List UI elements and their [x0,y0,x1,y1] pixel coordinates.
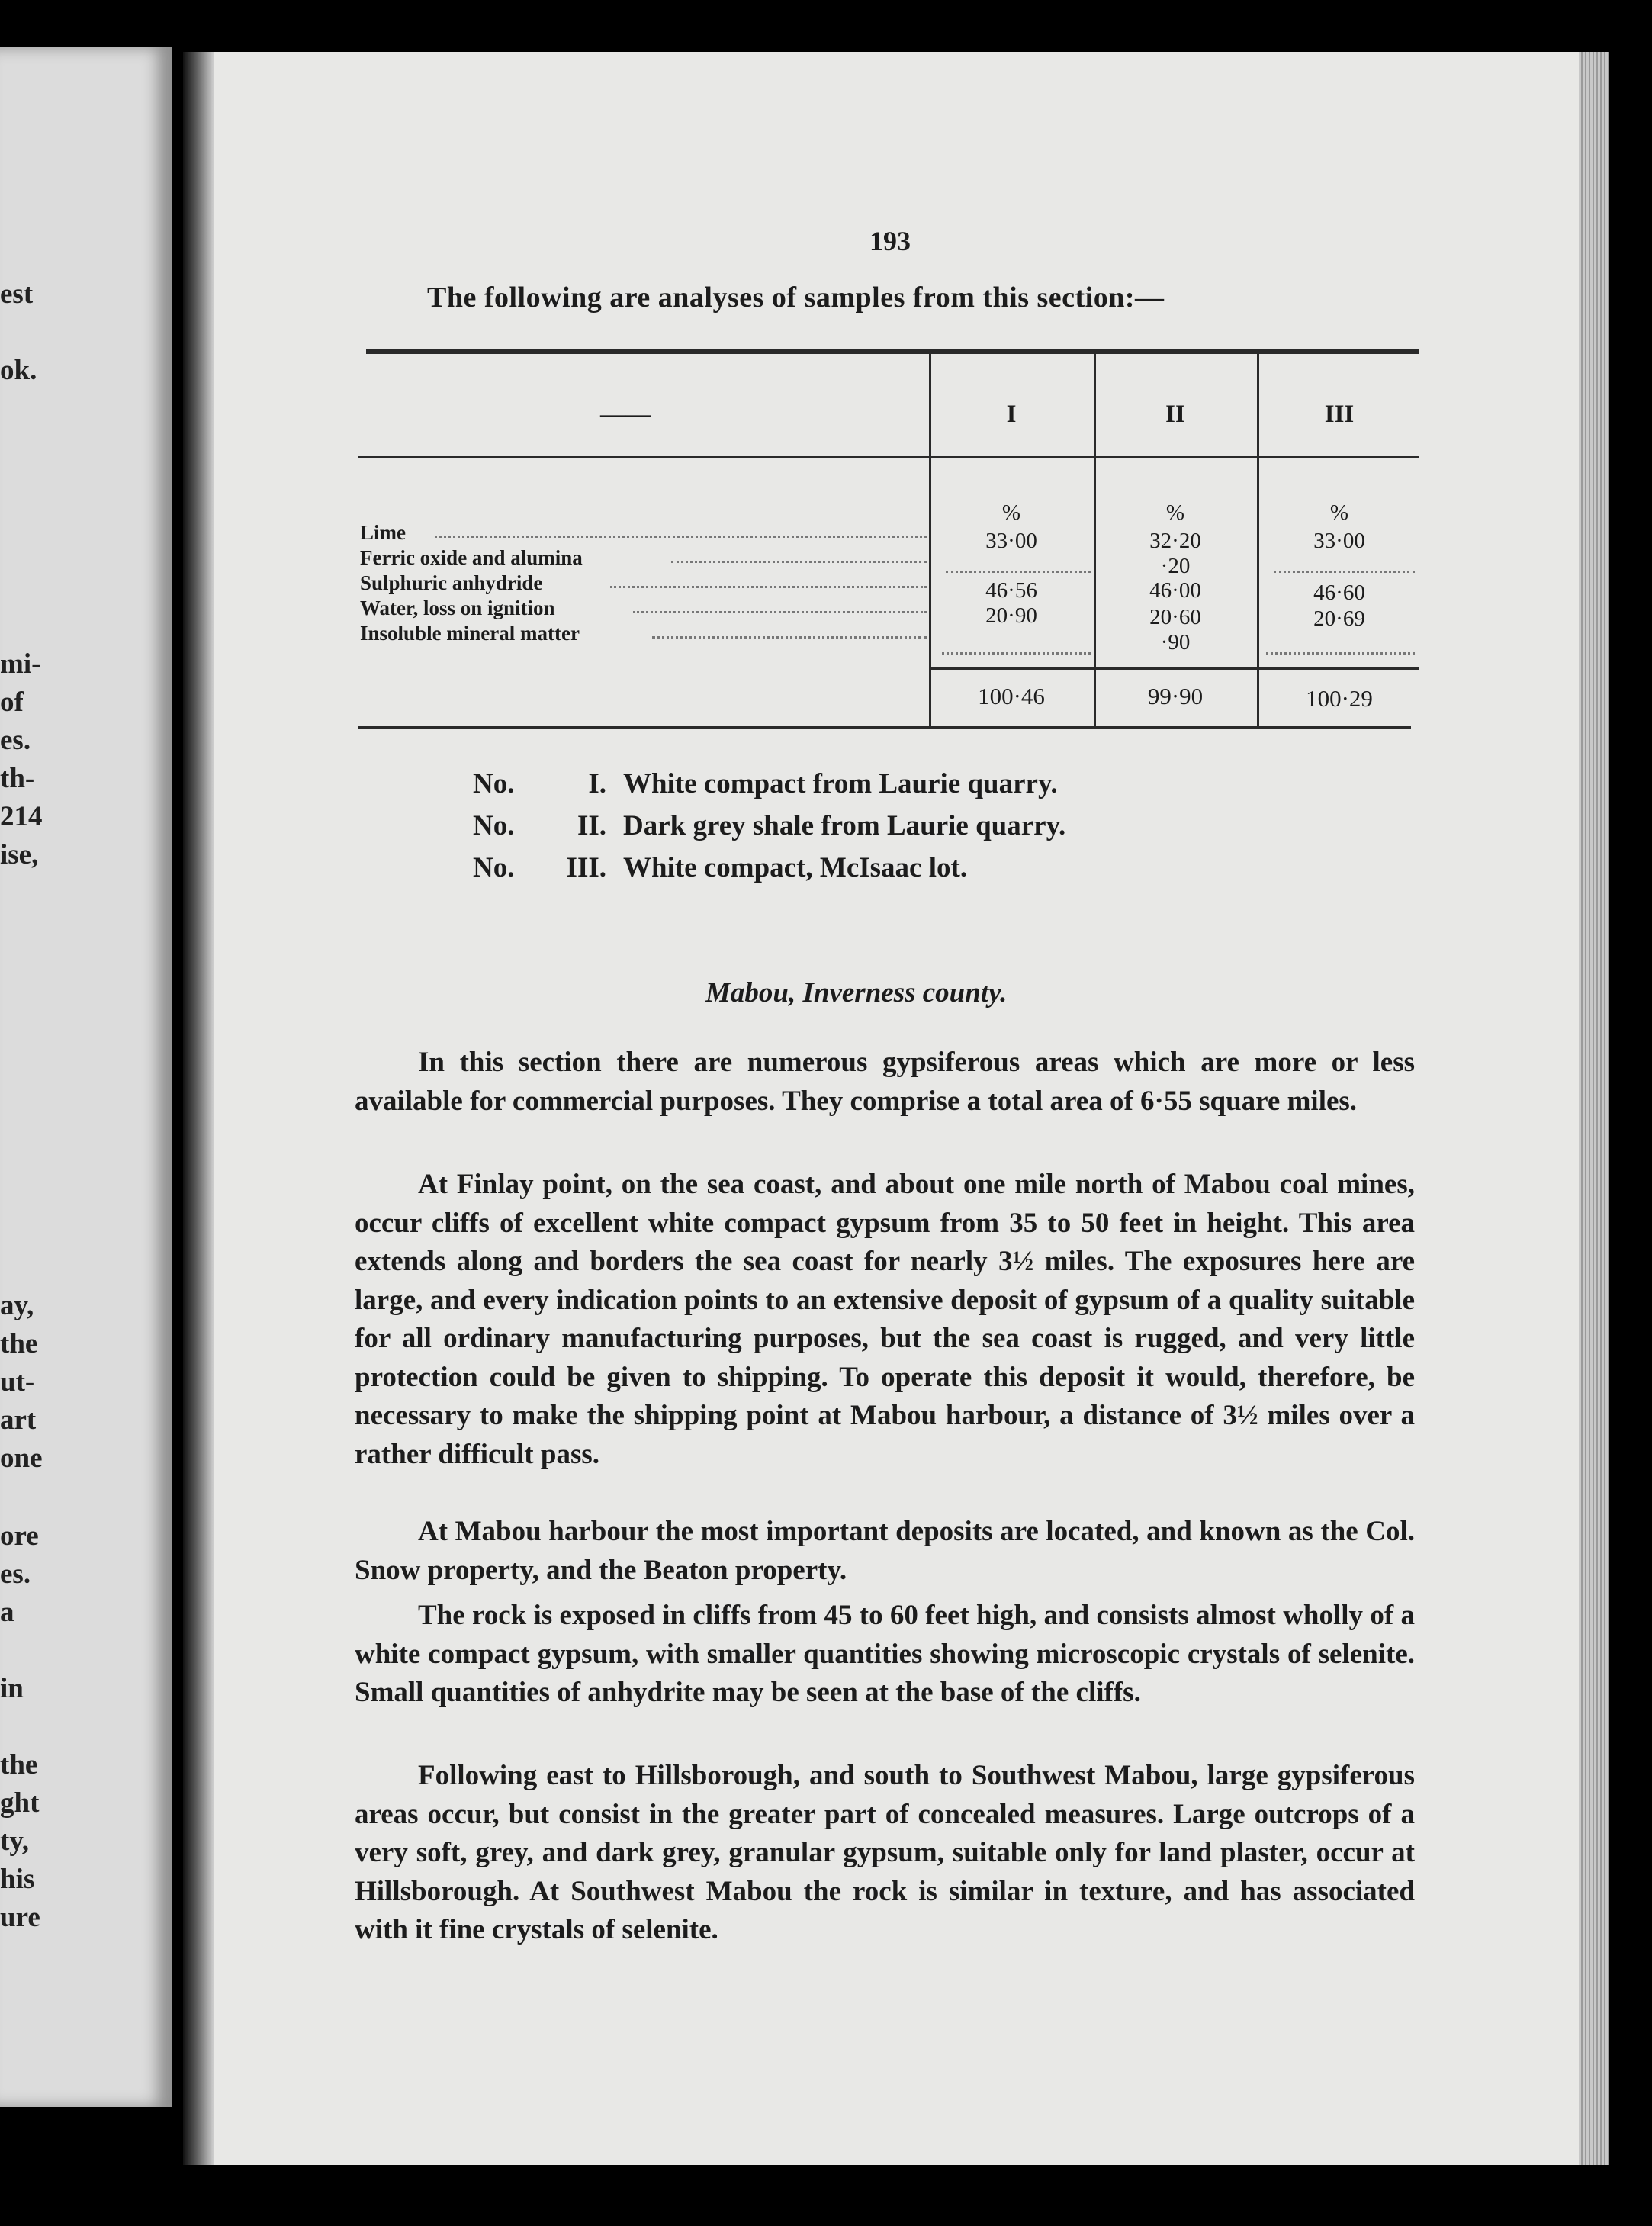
facing-page-fragment: ore [0,1520,39,1552]
table-cell: 20·90 [985,603,1037,628]
body-paragraph: The rock is exposed in cliffs from 45 to 60 feet high, and consists almost wholly of a white compact gypsum, with smaller quantities showing microscopic crystals of selenite. Small quantities of anhydrite may be seen at the base of the cliffs. [355,1600,1415,1708]
facing-page-fragment: 214 [0,801,43,832]
table-cell: ·20 [1160,554,1191,578]
table-cell: 33·00 [1313,529,1365,553]
column-header-3: III [1324,400,1355,428]
table-corner-dash: —— [600,400,651,428]
table-cell: 20·60 [1149,605,1201,629]
leader-dots [435,536,927,538]
note-prefix: No. [473,768,515,799]
page-edges [1579,52,1609,2165]
table-column-divider [1094,354,1096,729]
facing-page-fragment: the [0,1328,38,1359]
percent-sign: % [1329,500,1349,525]
empty-cell-dots [946,571,1091,573]
note-prefix: No. [473,852,515,883]
column-header-1: I [1006,400,1017,428]
facing-page-fragment: ty, [0,1826,30,1857]
column-total: 100·29 [1306,685,1373,712]
table-column-divider [1257,354,1259,729]
leader-dots [633,611,927,613]
leader-dots [671,561,927,563]
row-label: Lime [360,521,406,544]
facing-page-fragment: th- [0,763,35,794]
empty-cell-dots [1266,652,1415,655]
facing-page-fragment: ay, [0,1290,34,1321]
note-prefix: No. [473,810,515,841]
facing-page-fragment: es. [0,725,31,756]
note-number: III. [566,852,606,883]
facing-page-fragment: ght [0,1787,40,1819]
facing-page-fragment: his [0,1864,35,1895]
table-bottom-rule [358,726,1411,729]
table-cell: 46·56 [985,578,1037,603]
facing-page-fragment: ok. [0,355,37,386]
column-total: 100·46 [978,683,1045,709]
facing-page-fragment: one [0,1443,43,1474]
note-number: I. [588,768,606,799]
facing-page-fragment: es. [0,1559,31,1590]
facing-page-fragment: art [0,1404,37,1436]
body-paragraph: At Finlay point, on the sea coast, and about one mile north of Mabou coal mines, occur cliffs of excellent white compact gypsum from 35 to 50 feet in height. This area extends along and borders the sea coast for nearly 3½ miles. The exposures here are large, and every indication points to an extensive deposit of gypsum of a quality suitable for all ordinary manufacturing purposes, but the sea coast is rugged, and very little protection could be given to shipping. To operate this deposit it would, therefore, be necessary to make the shipping point at Mabou harbour, a distance of 3½ miles over a rather difficult pass. [355,1169,1415,1470]
book-spine-shadow [183,52,214,2165]
table-header-rule [358,456,1419,458]
facing-page-fragment: a [0,1597,14,1628]
body-paragraph: Following east to Hillsborough, and south to Southwest Mabou, large gypsiferous areas occur, but consist in the greater part of concealed measures. Large outcrops of a very soft, grey, and dark grey, granular gypsum, suitable only for land plaster, occur at Hillsborough. At Southwest Mabou the rock is similar in texture, and has associated with it fine crystals of selenite. [355,1760,1415,1945]
leader-dots [652,636,927,639]
note-text: White compact from Laurie quarry. [623,768,1058,799]
facing-page-fragment: ise, [0,839,39,870]
facing-page-fragment: of [0,687,24,718]
column-header-2: II [1165,400,1185,428]
percent-sign: % [1165,500,1185,525]
note-number: II. [577,810,606,841]
table-cell: ·90 [1160,630,1191,655]
table-cell: 46·60 [1313,581,1365,605]
facing-page-fragment: est [0,278,34,310]
note-text: Dark grey shale from Laurie quarry. [623,810,1066,841]
column-total: 99·90 [1147,683,1204,709]
leader-dots [610,586,927,588]
table-column-divider [929,354,931,729]
row-label: Ferric oxide and alumina [360,546,583,569]
sample-note [473,851,967,884]
facing-page-fragment: ut- [0,1366,35,1398]
facing-page-fragment: ure [0,1902,40,1933]
sample-note [473,767,1058,800]
intro-text: The following are analyses of samples from this section:— [427,281,1165,314]
row-label: Water, loss on ignition [360,597,555,619]
table-cell: 33·00 [985,529,1037,553]
sample-note [473,809,1065,842]
table-sum-rule [929,667,1419,670]
body-paragraph: In this section there are numerous gypsiferous areas which are more or less available for commercial purposes. They comprise a total area of 6·55 square miles. [355,1047,1415,1117]
note-text: White compact, McIsaac lot. [623,852,968,883]
empty-cell-dots [1274,571,1415,573]
facing-page [0,47,172,2107]
row-label: Sulphuric anhydride [360,571,543,594]
row-label: Insoluble mineral matter [360,622,580,645]
empty-cell-dots [942,652,1091,655]
body-paragraph: At Mabou harbour the most important deposits are located, and known as the Col. Snow property, and the Beaton property. [355,1516,1415,1586]
percent-sign: % [1001,500,1021,525]
page-number: 193 [869,226,911,256]
table-top-rule [366,349,1419,354]
facing-page-fragment: mi- [0,648,41,680]
section-heading: Mabou, Inverness county. [705,977,1008,1008]
table-cell: 46·00 [1149,578,1201,603]
facing-page-fragment: in [0,1673,24,1704]
table-cell: 20·69 [1313,606,1365,631]
facing-page-fragment: the [0,1749,38,1780]
table-cell: 32·20 [1149,529,1201,553]
